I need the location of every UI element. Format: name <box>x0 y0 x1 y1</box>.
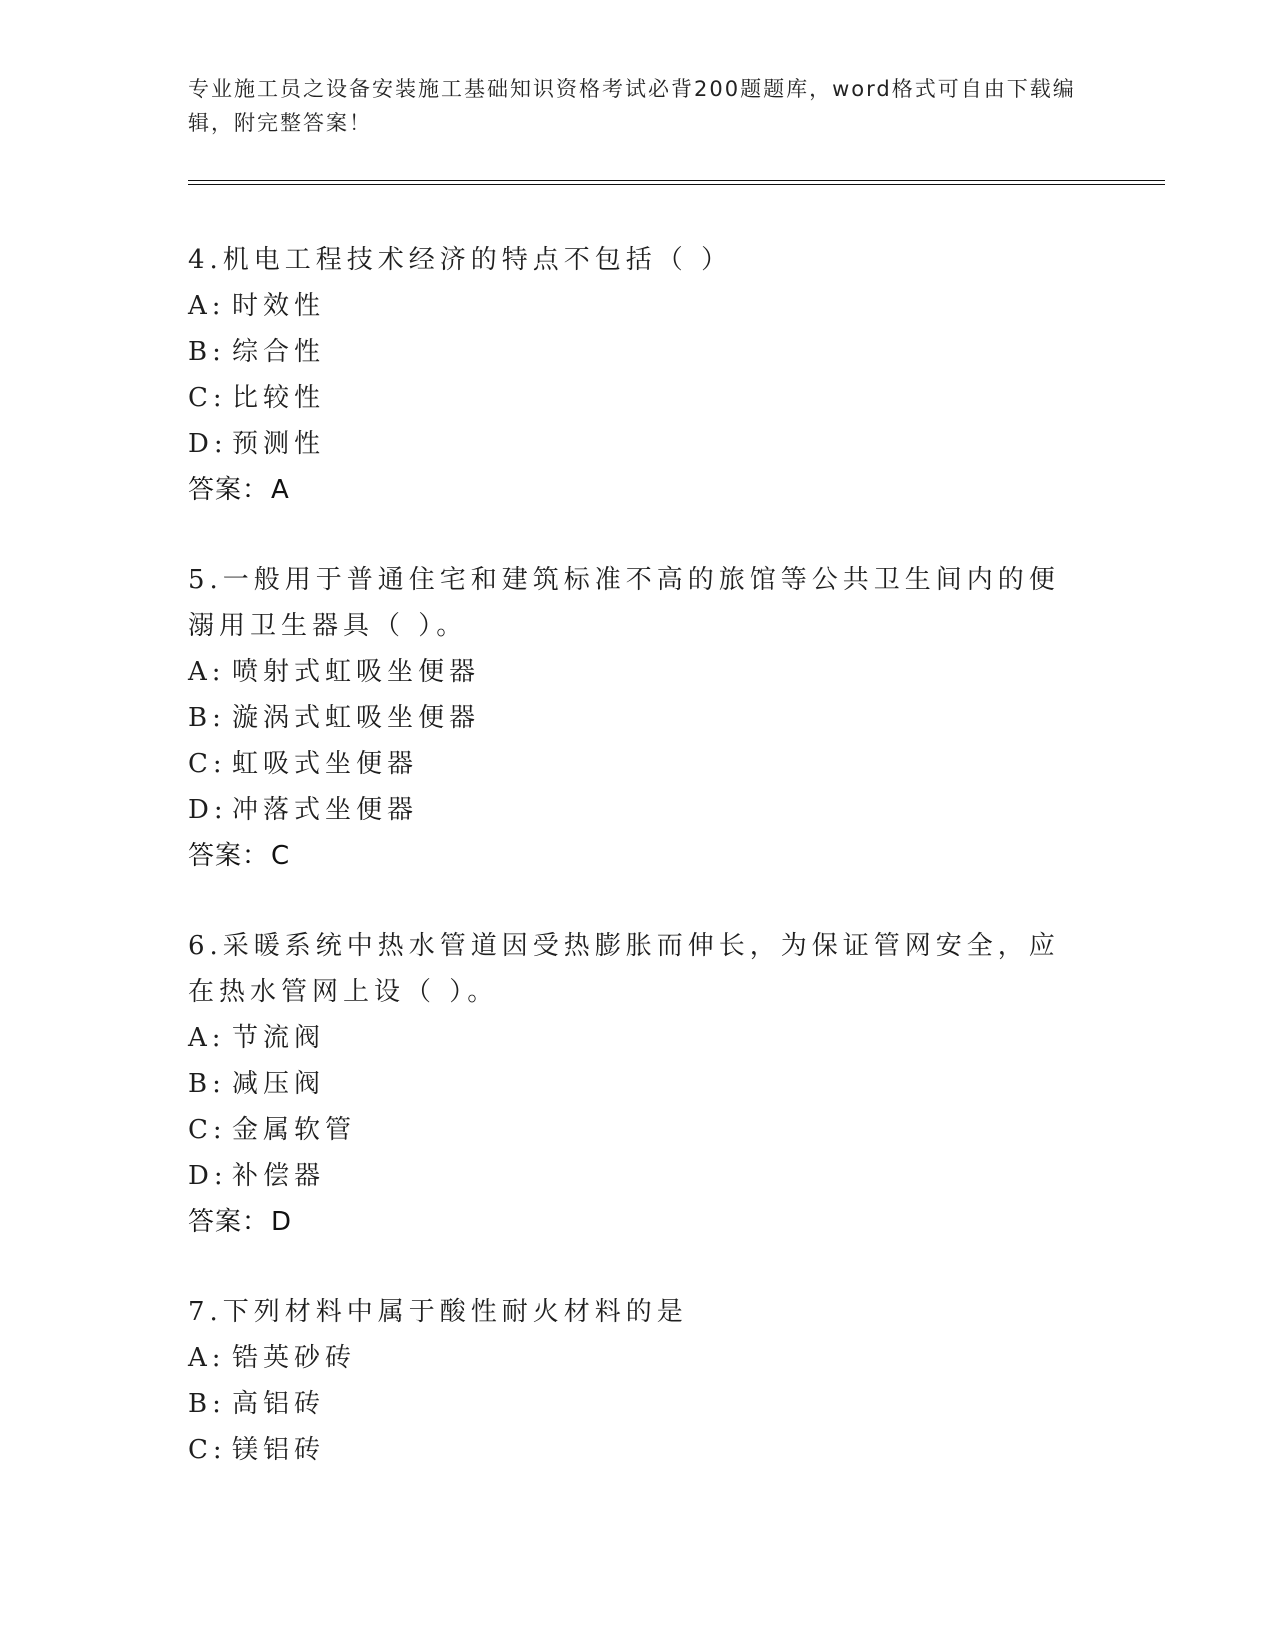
option-c <box>188 1427 1088 1473</box>
option-a <box>188 1015 1088 1061</box>
answer-line <box>188 1199 1088 1245</box>
question-stem: 5.一般用于普通住宅和建筑标准不高的旅馆等公共卫生间内的便溺用卫生器具（ ）。 <box>188 565 1060 641</box>
question-stem: 6.采暖系统中热水管道因受热膨胀而伸长，为保证管网安全，应在热水管网上设（ ）。 <box>188 931 1060 1007</box>
option-key: B: <box>188 1069 226 1099</box>
option-text: 比较性 <box>232 383 326 413</box>
question-stem: 4.机电工程技术经济的特点不包括（ ） <box>188 245 733 275</box>
option-d <box>188 421 1088 467</box>
answer-label: 答案： <box>188 1207 270 1237</box>
option-text: 减压阀 <box>232 1069 326 1099</box>
answer-label: 答案： <box>188 841 270 871</box>
question-5 <box>188 557 1088 879</box>
option-key: A: <box>188 1343 226 1373</box>
option-c <box>188 741 1088 787</box>
answer-line <box>188 833 1088 879</box>
option-key: D: <box>188 429 228 459</box>
option-a <box>188 283 1088 329</box>
option-b <box>188 1381 1088 1427</box>
option-text: 高铝砖 <box>232 1389 326 1419</box>
option-key: A: <box>188 657 226 687</box>
option-key: D: <box>188 795 228 825</box>
question-list <box>188 237 1088 1517</box>
option-key: C: <box>188 383 227 413</box>
option-text: 喷射式虹吸坐便器 <box>232 657 481 687</box>
option-key: C: <box>188 749 227 779</box>
header-divider-top <box>188 180 1165 181</box>
option-d <box>188 1153 1088 1199</box>
option-text: 冲落式坐便器 <box>232 795 419 825</box>
answer-value: C <box>271 841 291 871</box>
option-text: 虹吸式坐便器 <box>232 749 419 779</box>
option-key: C: <box>188 1435 227 1465</box>
option-key: B: <box>188 337 226 367</box>
answer-value: A <box>271 475 290 505</box>
option-text: 节流阀 <box>232 1023 326 1053</box>
question-6 <box>188 923 1088 1245</box>
question-4 <box>188 237 1088 513</box>
option-text: 镁铝砖 <box>232 1435 326 1465</box>
option-b <box>188 329 1088 375</box>
option-key: C: <box>188 1115 227 1145</box>
option-c <box>188 375 1088 421</box>
answer-value: D <box>271 1207 293 1237</box>
option-key: A: <box>188 1023 226 1053</box>
option-d <box>188 787 1088 833</box>
option-text: 预测性 <box>232 429 326 459</box>
option-c <box>188 1107 1088 1153</box>
question-stem: 7.下列材料中属于酸性耐火材料的是 <box>188 1297 688 1327</box>
option-text: 漩涡式虹吸坐便器 <box>232 703 481 733</box>
option-b <box>188 695 1088 741</box>
option-a <box>188 1335 1088 1381</box>
option-key: A: <box>188 291 226 321</box>
option-text: 金属软管 <box>232 1115 357 1145</box>
answer-label: 答案： <box>188 475 270 505</box>
header-divider-bottom <box>188 184 1165 185</box>
question-7 <box>188 1289 1088 1473</box>
document-title: 专业施工员之设备安装施工基础知识资格考试必背200题题库，word格式可自由下载编辑，附完整答案！ <box>188 77 1076 135</box>
document-header <box>188 72 1078 140</box>
option-text: 综合性 <box>232 337 326 367</box>
option-key: B: <box>188 703 226 733</box>
option-key: D: <box>188 1161 228 1191</box>
option-text: 锆英砂砖 <box>232 1343 357 1373</box>
option-b <box>188 1061 1088 1107</box>
option-key: B: <box>188 1389 226 1419</box>
option-a <box>188 649 1088 695</box>
option-text: 补偿器 <box>232 1161 326 1191</box>
answer-line <box>188 467 1088 513</box>
option-text: 时效性 <box>232 291 326 321</box>
